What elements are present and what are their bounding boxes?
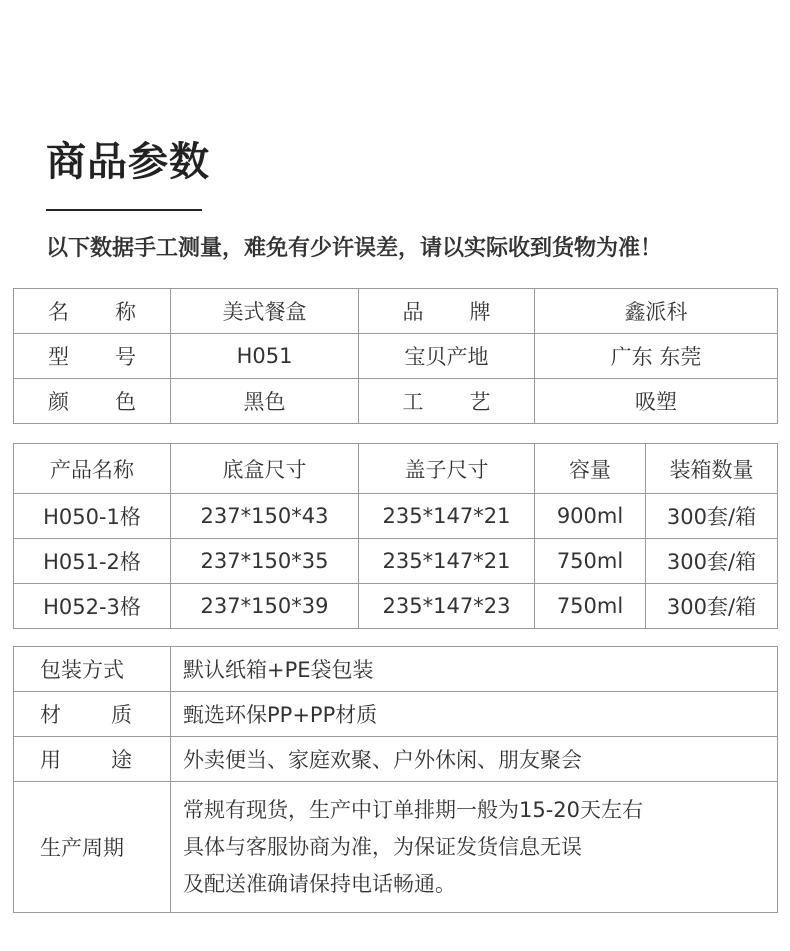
value-model: H051 <box>171 334 359 379</box>
label-production: 生产周期 <box>14 782 171 913</box>
basic-info-table <box>13 288 778 424</box>
table-cell: H052-3格 <box>14 584 171 629</box>
table-cell: 750ml <box>535 539 646 584</box>
table-cell: 237*150*39 <box>171 584 359 629</box>
spec-table <box>13 443 778 629</box>
table-row <box>14 584 778 629</box>
label-packaging: 包装方式 <box>14 647 171 692</box>
table-cell: 900ml <box>535 494 646 539</box>
table-row <box>14 782 778 913</box>
column-header: 产品名称 <box>14 444 171 494</box>
production-line: 及配送准确请保持电话畅通。 <box>183 871 456 896</box>
label-model: 型 号 <box>14 334 171 379</box>
table-cell: 750ml <box>535 584 646 629</box>
extra-info-table <box>13 646 778 913</box>
title-underline <box>46 209 202 211</box>
table-cell: 235*147*21 <box>359 539 535 584</box>
value-craft: 吸塑 <box>535 379 778 424</box>
measurement-notice: 以下数据手工测量，难免有少许误差，请以实际收到货物为准！ <box>46 236 663 261</box>
column-header: 容量 <box>535 444 646 494</box>
table-row <box>14 647 778 692</box>
table-cell: 300套/箱 <box>646 539 778 584</box>
table-header-row <box>14 444 778 494</box>
table-cell: 237*150*43 <box>171 494 359 539</box>
table-row <box>14 692 778 737</box>
label-name: 名 称 <box>14 289 171 334</box>
table-cell: 300套/箱 <box>646 494 778 539</box>
column-header: 盖子尺寸 <box>359 444 535 494</box>
column-header: 底盒尺寸 <box>171 444 359 494</box>
label-color: 颜 色 <box>14 379 171 424</box>
table-row <box>14 737 778 782</box>
table-cell: 235*147*21 <box>359 494 535 539</box>
table-row <box>14 494 778 539</box>
label-material: 材 质 <box>14 692 171 737</box>
table-cell: 235*147*23 <box>359 584 535 629</box>
label-origin: 宝贝产地 <box>359 334 535 379</box>
value-brand: 鑫派科 <box>535 289 778 334</box>
table-cell: H051-2格 <box>14 539 171 584</box>
table-cell: 237*150*35 <box>171 539 359 584</box>
table-row <box>14 539 778 584</box>
page-title: 商品参数 <box>46 139 210 185</box>
production-line: 具体与客服协商为准，为保证发货信息无误 <box>183 834 582 859</box>
value-name: 美式餐盒 <box>171 289 359 334</box>
label-brand: 品 牌 <box>359 289 535 334</box>
production-line: 常规有现货，生产中订单排期一般为15-20天左右 <box>183 797 644 822</box>
table-row <box>14 379 778 424</box>
value-origin: 广东 东莞 <box>535 334 778 379</box>
value-color: 黑色 <box>171 379 359 424</box>
value-packaging: 默认纸箱+PE袋包装 <box>171 647 778 692</box>
table-row <box>14 289 778 334</box>
column-header: 装箱数量 <box>646 444 778 494</box>
table-row <box>14 334 778 379</box>
table-cell: H050-1格 <box>14 494 171 539</box>
value-production <box>171 782 778 913</box>
table-cell: 300套/箱 <box>646 584 778 629</box>
value-material: 甄选环保PP+PP材质 <box>171 692 778 737</box>
label-craft: 工 艺 <box>359 379 535 424</box>
label-usage: 用 途 <box>14 737 171 782</box>
value-usage: 外卖便当、家庭欢聚、户外休闲、朋友聚会 <box>171 737 778 782</box>
